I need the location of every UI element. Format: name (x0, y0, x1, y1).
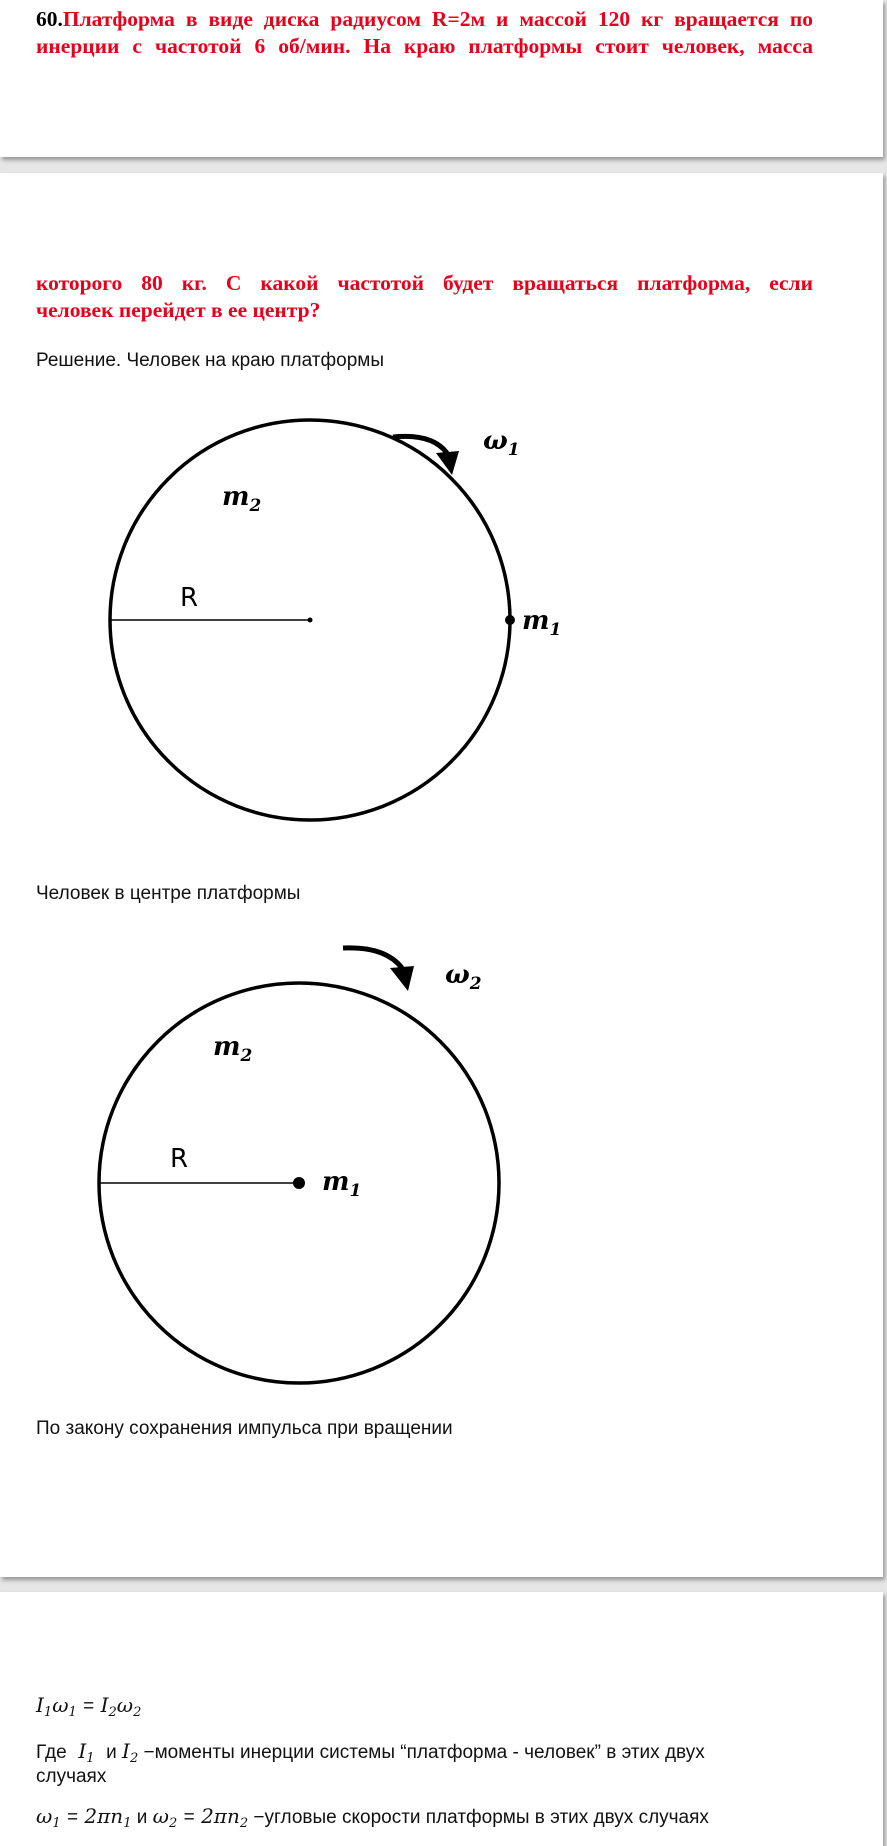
where-line-2: случаях (36, 1766, 107, 1787)
document-page-2 (0, 173, 883, 1577)
math-I2: $I_2$ (122, 1739, 139, 1766)
where-word: Где (36, 1742, 67, 1763)
person-mass-label: m1 (522, 606, 562, 640)
rotation-arrow-head-icon-2 (390, 966, 414, 991)
platform-mass-label-2: m2 (213, 1032, 253, 1066)
rotation-arrow-head-icon (436, 451, 459, 475)
person-mass-label-2: m1 (322, 1167, 362, 1201)
rotation-arrow-icon-2 (343, 948, 402, 968)
heading-person-on-edge: Решение. Человек на краю платформы (36, 350, 384, 371)
person-mass-dot-center (293, 1177, 305, 1189)
diagram-person-in-center (0, 928, 883, 1388)
problem-line-2: инерции с частотой 6 об/мин. На краю платформы стоит человек, масса (36, 34, 813, 58)
problem-line-1 (36, 6, 813, 33)
document-page-1 (0, 0, 883, 157)
rotation-arrow-icon (393, 436, 447, 453)
problem-line-4: человек перейдет в ее центр? (36, 298, 321, 322)
problem-text-1: Платформа в виде диска радиусом R=2м и массой 120 кг вращается по (62, 7, 813, 31)
omega-definition-line (36, 1803, 709, 1831)
omega-suffix: −угловые скорости платформы в этих двух случаях (253, 1807, 709, 1828)
document-page-3 (0, 1592, 883, 1846)
diagram-person-on-edge (0, 373, 883, 813)
radius-label: R (180, 583, 199, 613)
math-I1: $I_1$ (78, 1739, 95, 1766)
and-word: и (106, 1742, 117, 1763)
radius-label-2: R (170, 1144, 189, 1174)
center-dot (308, 618, 313, 623)
heading-person-in-center: Человек в центре платформы (36, 883, 301, 904)
conservation-law-text: По закону сохранения импульса при вращении (36, 1418, 453, 1439)
angular-velocity-label-2: ω2 (445, 960, 482, 994)
platform-mass-label: m2 (222, 482, 262, 516)
math-omega2-def: $\omega_2 = 2\pi n_2$ (152, 1804, 249, 1831)
and-word-2: и (136, 1807, 148, 1828)
angular-velocity-label-1: ω1 (483, 426, 520, 460)
where-suffix: −моменты инерции системы “платформа - человек” в этих двух (143, 1742, 705, 1763)
person-mass-dot (505, 615, 515, 625)
where-line-1 (36, 1738, 705, 1766)
math-omega1-def: $\omega_1 = 2\pi n_1$ (36, 1804, 132, 1831)
problem-number: 60. (36, 7, 63, 31)
problem-line-3: которого 80 кг. С какой частотой будет вращаться платформа, если (36, 271, 813, 295)
equation-momentum-conservation: $I_1\omega_1 = I_2\omega_2$ (36, 1693, 142, 1720)
